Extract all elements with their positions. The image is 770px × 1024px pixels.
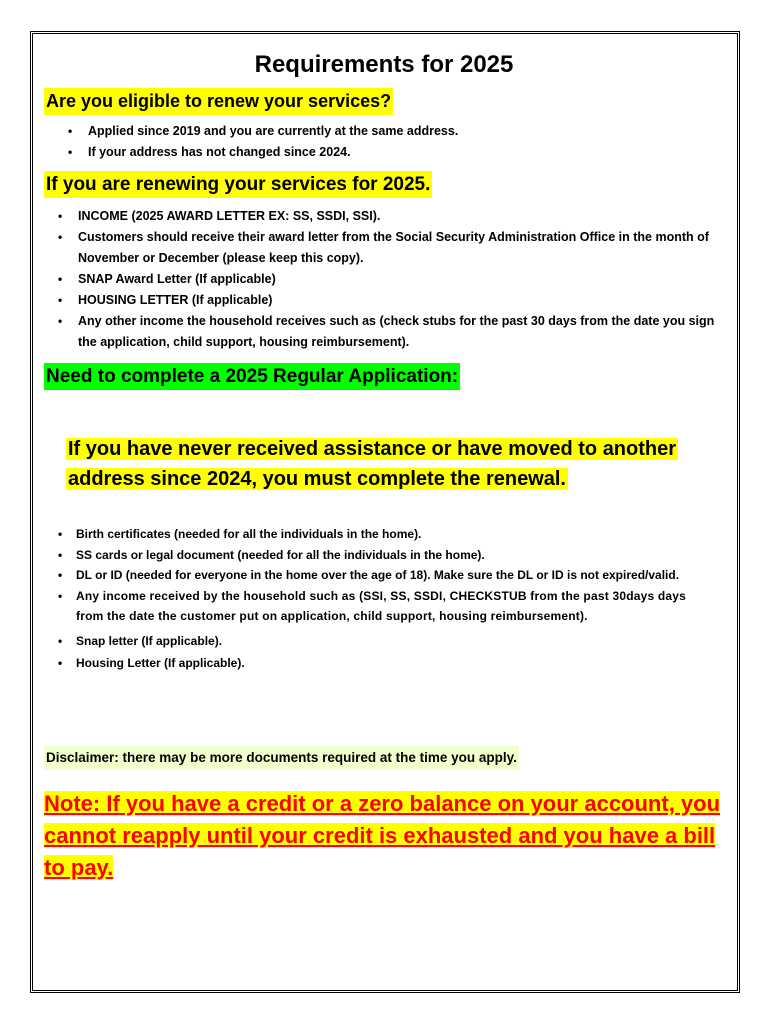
document-content — [44, 48, 724, 884]
list-item — [44, 524, 704, 545]
renewal-notice-text: If you have never received assistance or have moved to another address since 2024, you must complete the renewal. — [68, 438, 677, 490]
list-item-text: Birth certificates (needed for all the individuals in the home). — [76, 527, 422, 541]
list-item — [44, 290, 724, 311]
renewing-heading: If you are renewing your services for 2025. — [44, 171, 432, 198]
list-item-text: SNAP Award Letter (If applicable) — [78, 272, 276, 286]
list-item — [44, 311, 724, 353]
list-item-text: Customers should receive their award letter from the Social Security Administration Office in the month of November or December (please keep this copy). — [78, 230, 709, 265]
section-eligibility — [44, 88, 724, 163]
credit-note-text: Note: If you have a credit or a zero balance on your account, you cannot reapply until your credit is exhausted and you have a bill to pay. — [44, 790, 721, 880]
list-item — [44, 545, 704, 566]
list-item — [44, 586, 704, 627]
renewal-notice — [66, 434, 726, 494]
bullet-icon: • — [58, 314, 63, 328]
bullet-icon: • — [58, 588, 63, 603]
list-item-text: Applied since 2019 and you are currently at the same address. — [88, 124, 459, 138]
list-item-text: INCOME (2025 AWARD LETTER EX: SS, SSDI, SSI). — [78, 209, 381, 223]
section-regular-application — [44, 363, 724, 674]
bullet-icon: • — [58, 230, 63, 244]
credit-note — [44, 788, 734, 884]
regular-application-list — [44, 524, 704, 674]
list-item-text: DL or ID (needed for everyone in the home over the age of 18). Make sure the DL or ID is not expired/valid. — [76, 568, 680, 582]
list-item — [44, 565, 704, 586]
page-title: Requirements for 2025 — [254, 51, 514, 78]
list-item-text: HOUSING LETTER (If applicable) — [78, 293, 273, 307]
list-item-text: Snap letter (If applicable). — [76, 633, 223, 648]
list-item — [44, 206, 724, 227]
bullet-icon: • — [58, 527, 63, 541]
bullet-icon: • — [58, 209, 63, 223]
renewing-list — [44, 206, 724, 353]
eligibility-heading: Are you eligible to renew your services? — [44, 88, 393, 115]
list-item — [44, 631, 704, 652]
eligibility-list — [54, 121, 724, 163]
regular-application-heading: Need to complete a 2025 Regular Application: — [44, 363, 460, 390]
section-renewing — [44, 171, 724, 353]
list-item-text: Any income received by the household such as (SSI, SS, SSDI, CHECKSTUB from the past 30days days from the date the customer put on application, child support, housing reimbursement). — [76, 588, 687, 623]
list-item-text: SS cards or legal document (needed for all the individuals in the home). — [76, 547, 485, 562]
bullet-icon: • — [58, 272, 63, 286]
list-item — [54, 121, 724, 142]
bullet-icon: • — [58, 568, 63, 582]
list-item — [54, 142, 724, 163]
list-item — [44, 269, 724, 290]
bullet-icon: • — [68, 124, 73, 138]
bullet-icon: • — [58, 293, 63, 307]
list-item-text: If your address has not changed since 2024. — [88, 145, 351, 159]
list-item — [44, 227, 724, 269]
bullet-icon: • — [58, 547, 63, 562]
list-item-text: Any other income the household receives such as (check stubs for the past 30 days from the date you sign the application, child support, housing reimbursement). — [78, 314, 715, 349]
list-item-text: Housing Letter (If applicable). — [76, 656, 245, 670]
bullet-icon: • — [68, 145, 73, 159]
bullet-icon: • — [58, 633, 63, 648]
list-item — [44, 653, 704, 674]
bullet-icon: • — [58, 656, 63, 670]
disclaimer: Disclaimer: there may be more documents required at the time you apply. — [44, 746, 519, 770]
